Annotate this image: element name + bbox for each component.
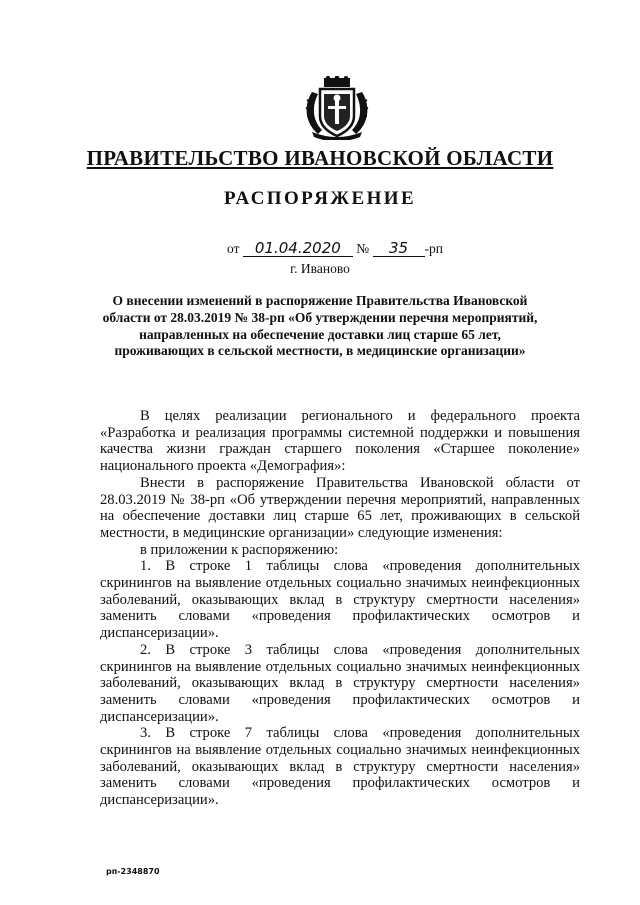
annex-intro: в приложении к распоряжению: xyxy=(140,541,339,558)
number-sign: № xyxy=(356,241,370,256)
document-body xyxy=(100,408,580,809)
document-type: РАСПОРЯЖЕНИЕ xyxy=(223,188,417,209)
list-item: 2. В строке 3 таблицы слова «проведения дополнительных скринингов на выявление отдельных социально значимых неинфекционных заболеваний, оказывающих вклад в структуру смертности населения» заменить словами «проведения профилактических осмотров и диспансеризации». xyxy=(100,641,580,725)
government-title: ПРАВИТЕЛЬСТВО ИВАНОВСКОЙ ОБЛАСТИ xyxy=(86,146,554,170)
document-date: 01.04.2020 xyxy=(243,240,353,257)
main-paragraph: Внести в распоряжение Правительства Ивановской области от 28.03.2019 № 38-рп «Об утверждении перечня мероприятий, направленных на обеспечение доставки лиц старше 65 лет, проживающих в сельской местности, в медицинские организации» следующие изменения: xyxy=(100,474,580,541)
list-item: 3. В строке 7 таблицы слова «проведения дополнительных скринингов на выявление отдельных социально значимых неинфекционных заболеваний, оказывающих вклад в структуру смертности населения» заменить словами «проведения профилактических осмотров и диспансеризации». xyxy=(100,725,580,809)
list-item: 1. В строке 1 таблицы слова «проведения дополнительных скринингов на выявление отдельных социально значимых неинфекционных заболеваний, оказывающих вклад в структуру смертности населения» заменить словами «проведения профилактических осмотров и диспансеризации». xyxy=(100,558,580,642)
date-line xyxy=(227,240,443,257)
city: г. Иваново xyxy=(290,261,350,276)
coat-of-arms-icon xyxy=(302,76,372,140)
preamble-paragraph: В целях реализации регионального и федерального проекта «Разработка и реализация программы системной поддержки и повышения качества жизни граждан старшего поколения «Старшее поколение» национального проекта «Демография»: xyxy=(100,408,580,475)
footer-code: рп-2348870 xyxy=(106,867,160,876)
document-subject: О внесении изменений в распоряжение Правительства Ивановской области от 28.03.2019 № 38-рп «Об утверждении перечня мероприятий, направленных на обеспечение доставки лиц старше 65 лет, проживающих в сельской местности, в медицинские организации» xyxy=(102,293,538,359)
date-prefix: от xyxy=(227,241,240,256)
number-suffix: -рп xyxy=(424,241,443,256)
document-number: 35 xyxy=(373,240,425,257)
